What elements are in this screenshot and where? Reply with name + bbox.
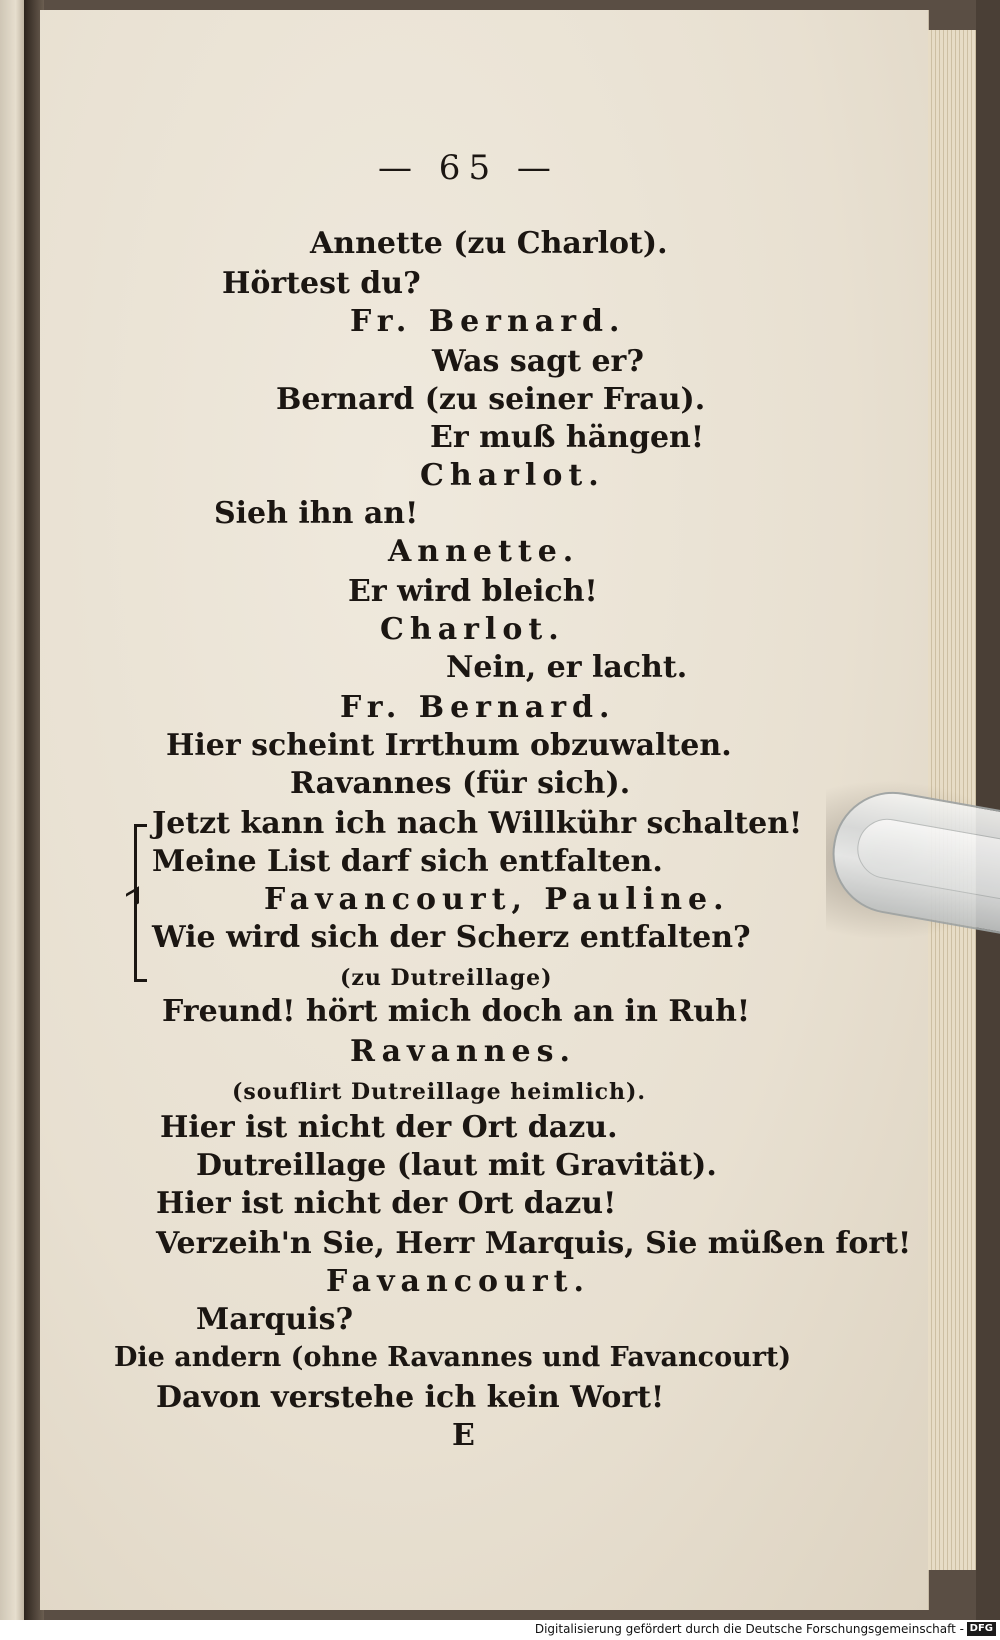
stage-direction: (zu Dutreillage) <box>340 965 553 991</box>
stage-speaker-line: Annette. <box>388 534 580 569</box>
signature-mark: E <box>452 1418 475 1453</box>
stage-speaker-line: Die andern (ohne Ravannes und Favancourt) <box>114 1342 792 1373</box>
stage-speaker-line: Fr. Bernard. <box>350 304 626 339</box>
stage-speaker-line: Charlot. <box>380 612 565 647</box>
text-line: Hier ist nicht der Ort dazu. <box>160 1110 618 1145</box>
stage-speaker-line: Ravannes (für sich). <box>290 766 631 801</box>
stage-speaker-line: Fr. Bernard. <box>340 690 616 725</box>
text-line: Freund! hört mich doch an in Ruh! <box>162 994 751 1029</box>
text-line: Verzeih'n Sie, Herr Marquis, Sie müßen fort! <box>156 1226 912 1261</box>
text-line: Er muß hängen! <box>430 420 705 455</box>
left-page-edge <box>0 0 26 1620</box>
text-line: Hier ist nicht der Ort dazu! <box>156 1186 617 1221</box>
text-line: Hörtest du? <box>222 266 421 301</box>
digitization-footer <box>0 1620 1000 1640</box>
stage-speaker-line: Ravannes. <box>350 1034 576 1069</box>
text-line: Davon verstehe ich kein Wort! <box>156 1380 665 1415</box>
text-line: Wie wird sich der Scherz entfalten? <box>152 920 751 955</box>
text-line: Hier scheint Irrthum obzuwalten. <box>166 728 732 763</box>
text-line: Meine List darf sich entfalten. <box>152 844 663 879</box>
footer-credit: Digitalisierung gefördert durch die Deutsche Forschungsgemeinschaft - <box>534 1622 964 1636</box>
stage-speaker-line: Favancourt, Pauline. <box>264 882 730 917</box>
text-line: Was sagt er? <box>432 344 644 379</box>
stage-speaker-line: Annette (zu Charlot). <box>310 226 668 261</box>
dfg-logo: DFG <box>967 1622 996 1636</box>
stage-speaker-line: Favancourt. <box>326 1264 590 1299</box>
page-number: — 65 — <box>378 148 559 188</box>
text-line: Sieh ihn an! <box>214 496 419 531</box>
text-line: Marquis? <box>196 1302 354 1337</box>
page-holder-clip-inner <box>853 814 1000 905</box>
stage-speaker-line: Bernard (zu seiner Frau). <box>276 382 706 417</box>
stage-speaker-line: Dutreillage (laut mit Gravität). <box>196 1148 717 1183</box>
text-line: Er wird bleich! <box>348 574 598 609</box>
stage-direction: (souflirt Dutreillage heimlich). <box>232 1079 647 1105</box>
text-line: Jetzt kann ich nach Willkühr schalten! <box>152 806 803 841</box>
stage-speaker-line: Charlot. <box>420 458 605 493</box>
text-line: Nein, er lacht. <box>446 650 688 685</box>
